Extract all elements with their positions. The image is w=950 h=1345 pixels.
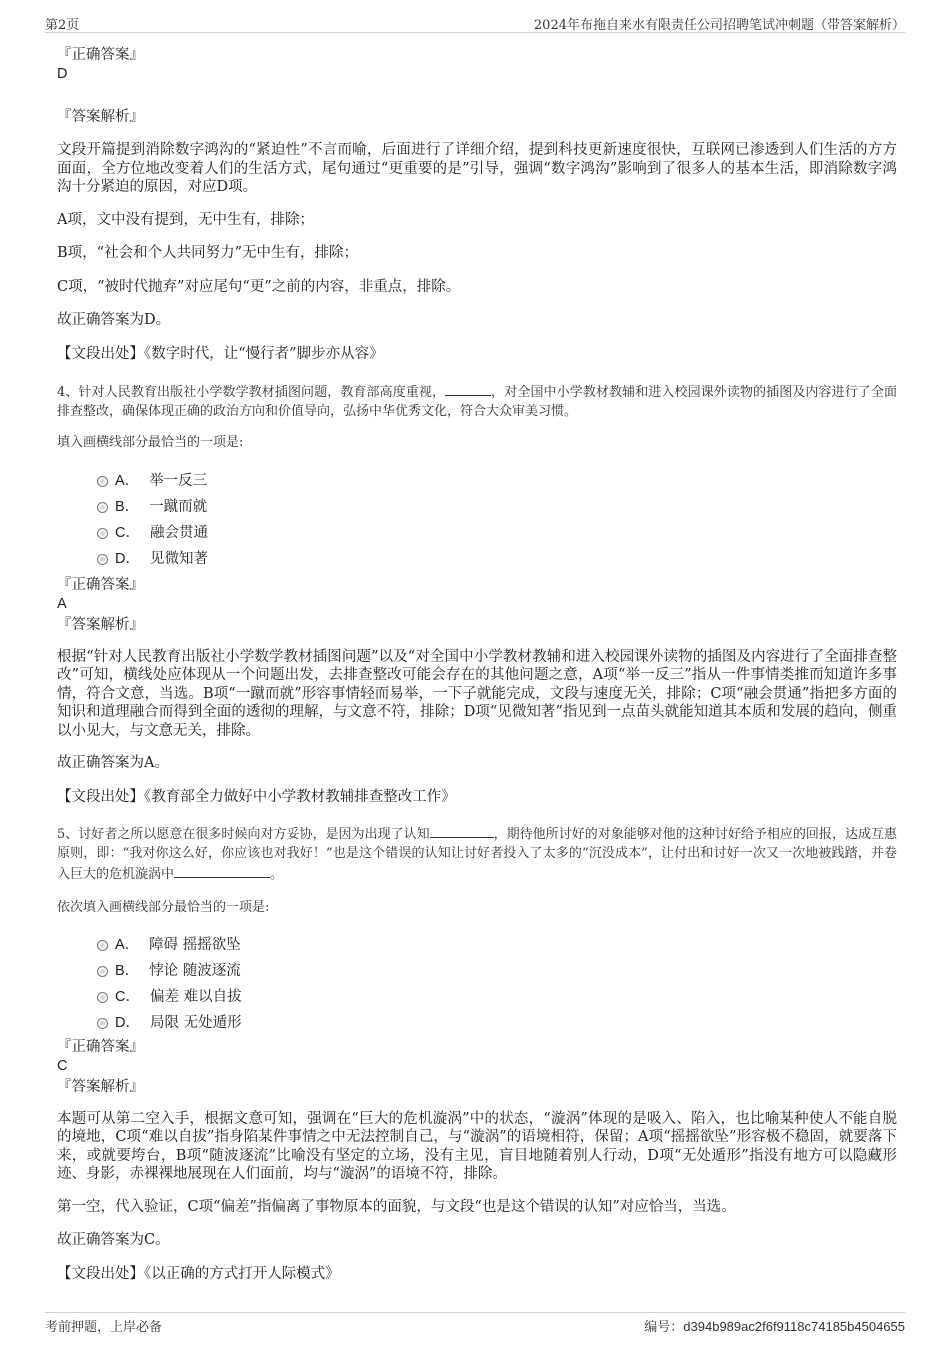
document-id: 编号：d394b989ac2f6f9118c74185b4504655	[644, 1319, 905, 1335]
analysis-paragraph: 第一空，代入验证，C项“偏差”指偏离了事物原本的面貌，与文段“也是这个错误的认知”对应恰当，当选。	[57, 1198, 736, 1215]
q3-answer-block	[57, 46, 897, 364]
fill-blank	[445, 381, 491, 396]
option-d[interactable]: D． 见微知著	[57, 546, 897, 572]
page-number: 第2页	[45, 18, 80, 33]
radio-button[interactable]	[97, 992, 108, 1003]
answer-label: 『正确答案』	[57, 1038, 144, 1055]
radio-button[interactable]	[97, 940, 108, 951]
option-b[interactable]: B． 悖论 随波逐流	[57, 958, 897, 984]
analysis-label: 『答案解析』	[57, 1078, 144, 1095]
question-prompt: 依次填入画横线部分最恰当的一项是:	[57, 899, 270, 915]
analysis-label: 『答案解析』	[57, 616, 144, 633]
answer-label: 『正确答案』	[57, 576, 144, 593]
analysis-paragraph: 故正确答案为C。	[57, 1232, 170, 1248]
analysis-paragraph: 根据“针对人民教育出版社小学数学教材插图问题”以及“对全国中小学教材教辅和进入校园课外读物的插图及内容进行了全面排查整改”可知，横线处应体现从一个问题出发，去排查整改可能会存在的其他问题之意，A项“举一反三”指从一件事情类推而知道许多事情，符合文意，当选。B项“一蹴而就”形容事情轻而易举，一下子就能完成，文段与速度无关，排除；C项“融会贯通”指把多方面的知识和道理融合而得到全面的透彻的理解，与文意不符，排除；D项“见微知著”指见到一点苗头就能知道其本质和发展的趋向，侧重以小见大，与文意无关，排除。	[57, 648, 897, 739]
correct-answer: A	[57, 595, 67, 612]
option-a[interactable]: A． 举一反三	[57, 468, 897, 494]
analysis-paragraph: C项，“被时代抛弃”对应尾句“更”之前的内容，非重点，排除。	[57, 278, 461, 295]
page-header	[45, 12, 905, 33]
radio-button[interactable]	[97, 476, 108, 487]
option-c[interactable]: C． 偏差 难以自拔	[57, 984, 897, 1010]
document-title: 2024年布拖自来水有限责任公司招聘笔试冲刺题（带答案解析）	[533, 18, 905, 33]
analysis-paragraph: A项，文中没有提到，无中生有，排除；	[57, 211, 314, 228]
analysis-paragraph: B项，“社会和个人共同努力”无中生有，排除；	[57, 245, 358, 261]
correct-answer: D	[57, 66, 68, 82]
radio-button[interactable]	[97, 1018, 108, 1029]
correct-answer: C	[57, 1057, 68, 1074]
page-footer	[45, 1312, 905, 1337]
source-citation: 【文段出处】《以正确的方式打开人际模式》	[57, 1265, 340, 1282]
answer-label: 『正确答案』	[57, 47, 144, 63]
question-stem: 4、针对人民教育出版社小学数学教材插图问题，教育部高度重视， ，对全国中小学教材教辅和进入校园课外读物的插图及内容进行了全面排查整改，确保体现正确的政治方向和价值导向，弘扬中华优秀文化，符合大众审美习惯。	[57, 381, 897, 421]
option-list	[57, 468, 897, 572]
option-list	[57, 932, 897, 1036]
option-c[interactable]: C． 融会贯通	[57, 520, 897, 546]
question-prompt: 填入画横线部分最恰当的一项是:	[57, 434, 244, 450]
fill-blank	[430, 823, 494, 838]
analysis-paragraph: 本题可从第二空入手，根据文意可知，强调在“巨大的危机漩涡”中的状态，“漩涡”体现的是吸入、陷入，也比喻某种使人不能自脱的境地，C项“难以自拔”指身陷某件事情之中无法控制自己，与“漩涡”的语境相符，保留；A项“摇摇欲坠”形容极不稳固，就要落下来，或就要垮台，B项“随波逐流”比喻没有坚定的立场，没有主见，盲目地随着别人行动，D项“无处遁形”指没有地方可以隐藏形迹、身影，赤裸裸地展现在人们面前，均与“漩涡”的语境不符，排除。	[57, 1110, 897, 1182]
option-d[interactable]: D． 局限 无处遁形	[57, 1010, 897, 1036]
analysis-paragraph: 故正确答案为A。	[57, 755, 169, 771]
source-citation: 【文段出处】《数字时代，让“慢行者”脚步亦从容》	[57, 345, 384, 362]
footer-slogan: 考前押题，上岸必备	[45, 1320, 163, 1335]
radio-button[interactable]	[97, 528, 108, 539]
analysis-paragraph: 文段开篇提到消除数字鸿沟的“紧迫性”不言而喻，后面进行了详细介绍，提到科技更新速度很快，互联网已渗透到人们生活的方方面面，全方位地改变着人们的生活方式，尾句通过“更重要的是”引导，强调“数字鸿沟”影响到了很多人的基本生活，即消除数字鸿沟十分紧迫的原因，对应D项。	[57, 142, 897, 195]
radio-button[interactable]	[97, 554, 108, 565]
radio-button[interactable]	[97, 502, 108, 513]
radio-button[interactable]	[97, 966, 108, 977]
question-stem: 5、讨好者之所以愿意在很多时候向对方妥协，是因为出现了认知 ，期待他所讨好的对象能够对他的这种讨好给予相应的回报，达成互惠原则，即：“我对你这么好，你应该也对我好！”也是这个错误的认知让讨好者投入了太多的“沉没成本”，让付出和讨好一次又一次地被践踏，并卷入巨大的危机漩涡中 。	[57, 823, 897, 884]
analysis-paragraph: 故正确答案为D。	[57, 312, 171, 328]
analysis-label: 『答案解析』	[57, 109, 144, 125]
question-4	[57, 381, 897, 807]
document-body	[57, 46, 897, 1284]
fill-blank	[174, 863, 270, 878]
option-a[interactable]: A． 障碍 摇摇欲坠	[57, 932, 897, 958]
option-b[interactable]: B． 一蹴而就	[57, 494, 897, 520]
source-citation: 【文段出处】《教育部全力做好中小学教材教辅排查整改工作》	[57, 788, 456, 805]
question-5	[57, 823, 897, 1284]
